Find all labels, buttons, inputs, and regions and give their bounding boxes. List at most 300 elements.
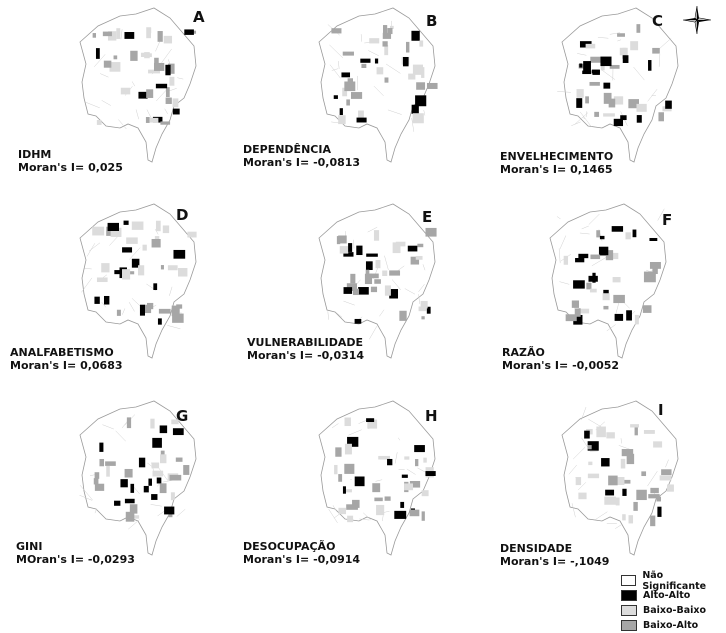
municipality-cluster [371,287,377,292]
panel-caption [502,346,619,372]
municipality-cluster [352,500,360,508]
municipality-cluster [146,117,150,123]
indicator-label: DENSIDADE [500,542,609,555]
municipality-cluster [422,511,425,520]
municipality-cluster [623,55,629,63]
municipality-cluster [600,57,611,66]
panel-letter: F [662,211,672,229]
panel-letter: B [426,12,437,30]
municipality-cluster [406,42,409,53]
municipality-cluster [402,475,408,478]
municipality-cluster [606,432,615,438]
municipality-cluster [387,459,392,465]
municipality-cluster [95,484,104,491]
municipality-cluster [124,221,129,225]
municipality-cluster [161,265,164,269]
municipality-cluster [572,300,579,307]
municipality-cluster [588,474,599,479]
municipal-boundary [615,524,622,528]
municipality-cluster [146,53,152,57]
legend-swatch [621,590,637,601]
municipality-cluster [394,511,406,519]
municipality-cluster [99,459,104,466]
municipality-cluster [152,239,161,247]
compass-rose-icon [683,6,711,38]
municipality-cluster [331,28,341,33]
municipality-cluster [410,510,420,517]
region-map-a [58,2,208,172]
municipality-cluster [120,479,127,487]
municipality-cluster [139,458,145,468]
municipality-cluster [104,296,109,305]
municipality-cluster [404,456,409,459]
municipality-cluster [360,59,370,63]
municipality-cluster [383,25,387,34]
municipality-cluster [125,499,135,503]
municipality-cluster [652,265,657,274]
municipality-cluster [658,112,664,121]
municipality-cluster [608,476,617,486]
municipality-cluster [101,263,109,272]
map-legend [621,573,726,633]
municipality-cluster [600,236,605,239]
municipality-cluster [589,82,599,86]
municipality-cluster [603,113,615,116]
legend-label: Não Significante [642,570,726,592]
municipality-cluster [653,441,662,447]
municipality-cluster [343,52,354,56]
legend-swatch [621,575,636,586]
municipal-boundary [328,311,329,319]
municipality-cluster [596,230,600,237]
municipality-cluster [385,77,389,82]
municipality-cluster [588,276,597,282]
municipality-cluster [355,319,362,324]
municipality-cluster [125,469,133,478]
municipality-cluster [617,477,624,485]
legend-item [621,603,726,618]
municipality-cluster [117,310,121,316]
municipality-cluster [103,32,112,37]
municipality-cluster [615,314,623,321]
municipality-cluster [344,82,355,92]
indicator-label: DESOCUPAÇÃO [243,540,360,553]
municipality-cluster [94,478,99,484]
municipality-cluster [586,44,596,49]
municipality-cluster [116,28,120,39]
municipality-cluster [173,98,179,107]
region-map-i [540,395,690,565]
municipality-cluster [426,228,437,237]
municipality-cluster [603,83,610,89]
municipality-cluster [596,427,606,438]
municipality-cluster [630,424,639,427]
moran-value: Moran's I= -0,0813 [243,156,360,169]
legend-item [621,573,726,588]
municipality-cluster [374,279,381,284]
municipality-cluster [636,24,640,33]
municipality-cluster [176,458,183,462]
municipality-cluster [160,483,167,493]
municipality-cluster [577,89,584,98]
municipality-cluster [630,41,638,50]
municipality-cluster [144,486,149,492]
municipality-cluster [400,502,404,508]
municipality-cluster [590,289,597,293]
municipality-cluster [414,445,425,452]
municipality-cluster [416,256,423,260]
municipality-cluster [408,246,418,252]
municipality-cluster [415,95,426,106]
municipality-cluster [108,223,119,231]
municipality-cluster [353,289,359,295]
panel-caption [18,148,123,174]
municipality-cluster [138,265,144,275]
municipality-cluster [377,67,384,74]
municipality-cluster [105,461,116,466]
municipality-cluster [411,31,419,41]
municipality-cluster [176,304,182,308]
municipality-cluster [160,425,167,433]
municipality-cluster [378,456,390,460]
municipality-cluster [613,295,625,303]
municipality-cluster [613,277,621,282]
municipality-cluster [650,516,655,527]
municipality-cluster [166,98,172,104]
municipality-cluster [187,232,196,238]
municipality-cluster [399,311,406,321]
map-panel-g [58,395,300,598]
municipality-cluster [575,258,584,262]
municipal-boundary [95,509,97,513]
panel-caption [243,143,360,169]
region-map-f [528,198,678,368]
municipality-cluster [626,310,632,320]
municipality-cluster [585,96,589,103]
municipality-cluster [382,41,387,46]
municipality-cluster [385,285,391,295]
municipality-cluster [344,417,350,426]
municipality-cluster [346,489,352,492]
municipality-cluster [158,31,163,42]
panel-caption [247,336,364,362]
municipality-cluster [652,48,660,54]
municipality-cluster [106,466,110,477]
municipality-cluster [183,465,189,475]
indicator-label: DEPENDÊNCIA [243,143,360,156]
municipal-boundary [369,326,377,339]
municipality-cluster [114,270,120,274]
municipality-cluster [614,96,623,104]
moran-value: MOran's I= -0,0293 [16,553,135,566]
panel-caption [16,540,135,566]
municipality-cluster [158,318,162,324]
map-panel-d [58,198,300,401]
municipality-cluster [612,226,623,232]
legend-label: Baixo-Alto [643,620,698,631]
municipality-cluster [396,242,406,247]
municipality-cluster [130,484,134,493]
municipality-cluster [93,33,96,38]
municipality-cluster [338,508,346,514]
municipality-cluster [122,269,130,279]
municipality-cluster [350,274,355,283]
municipality-cluster [644,430,655,434]
municipality-cluster [586,283,591,290]
municipality-cluster [649,238,657,241]
municipality-cluster [150,419,154,429]
municipality-cluster [334,95,338,99]
municipality-cluster [148,479,152,486]
indicator-label: VULNERABILIDADE [247,336,364,349]
legend-swatch [621,620,637,631]
municipality-cluster [637,115,642,123]
municipality-cluster [160,121,170,124]
legend-label: Alto-Alto [643,590,690,601]
municipality-cluster [578,254,588,258]
municipality-cluster [413,113,424,123]
moran-value: Moran's I= 0,1465 [500,163,613,176]
municipality-cluster [151,494,157,500]
municipality-cluster [421,301,428,308]
municipality-cluster [413,65,423,75]
municipality-cluster [356,246,362,255]
municipality-cluster [403,57,409,66]
panel-caption [500,542,609,568]
municipality-cluster [122,247,132,252]
map-panel-a [58,2,300,205]
municipality-cluster [173,428,184,435]
municipality-cluster [650,488,658,493]
panel-caption [10,346,123,372]
moran-value: Moran's I= -0,0052 [502,359,619,372]
municipality-cluster [376,260,381,268]
municipality-cluster [635,315,639,324]
municipality-cluster [588,445,592,449]
municipality-cluster [97,277,108,282]
panel-letter: G [176,407,188,425]
panel-caption [500,150,613,176]
municipality-cluster [583,61,591,71]
municipality-cluster [357,118,367,123]
municipality-cluster [146,27,151,38]
municipality-cluster [667,484,674,491]
municipality-cluster [622,514,626,520]
panel-letter: D [176,206,188,224]
municipality-cluster [168,265,178,270]
legend-label: Baixo-Baixo [643,605,706,616]
municipality-cluster [173,250,185,259]
municipality-cluster [603,306,608,309]
municipality-cluster [152,438,162,448]
municipality-cluster [592,70,600,74]
municipality-cluster [425,471,435,476]
municipal-boundary [557,216,561,218]
municipality-cluster [603,293,610,300]
municipal-boundary [424,110,425,115]
municipality-cluster [641,471,646,476]
municipality-cluster [383,33,391,39]
municipality-cluster [97,120,102,125]
municipality-cluster [163,225,169,233]
municipality-cluster [566,314,577,321]
municipality-cluster [633,230,637,238]
municipality-cluster [157,478,162,484]
municipality-cluster [146,89,153,98]
municipality-cluster [590,255,600,260]
municipality-cluster [636,490,647,500]
municipality-cluster [338,115,345,124]
municipality-cluster [374,230,379,241]
municipality-cluster [130,504,138,513]
municipality-cluster [164,507,174,515]
municipality-cluster [153,283,157,290]
municipality-cluster [130,51,137,61]
municipality-cluster [564,256,568,265]
municipality-cluster [599,247,608,255]
municipality-cluster [421,316,424,319]
municipality-cluster [334,465,337,474]
municipality-cluster [340,246,348,253]
municipality-cluster [114,55,118,59]
municipality-cluster [348,243,352,252]
moran-value: Moran's I= 0,0683 [10,359,123,372]
municipality-cluster [127,417,131,428]
municipal-boundary [571,122,580,126]
municipality-cluster [657,507,661,517]
municipality-cluster [335,447,341,456]
panel-letter: I [658,401,664,419]
municipality-cluster [416,82,425,90]
municipality-cluster [576,98,582,108]
map-panel-i [540,395,726,598]
municipality-cluster [124,32,134,39]
municipality-cluster [94,297,99,304]
municipality-cluster [661,469,671,475]
municipality-cluster [165,65,170,75]
municipality-cluster [590,57,601,63]
municipality-cluster [114,501,120,506]
municipality-cluster [347,516,353,522]
municipality-cluster [166,87,170,97]
panel-letter: E [422,208,432,226]
municipality-cluster [412,105,419,114]
municipality-cluster [344,287,353,294]
municipality-cluster [361,64,366,68]
municipality-cluster [372,483,380,492]
municipality-cluster [92,227,104,236]
municipality-cluster [621,459,626,469]
indicator-label: IDHM [18,148,123,161]
municipality-cluster [369,38,379,43]
municipality-cluster [385,496,391,500]
municipality-cluster [389,270,400,275]
municipality-cluster [609,99,616,108]
municipality-cluster [588,462,592,465]
municipality-cluster [172,314,184,323]
municipality-cluster [160,454,166,463]
indicator-label: ANALFABETISMO [10,346,123,359]
municipality-cluster [374,498,382,502]
municipal-boundary [167,325,180,328]
municipality-cluster [665,101,672,109]
municipality-cluster [404,483,413,490]
moran-value: Moran's I= -0,0914 [243,553,360,566]
municipality-cluster [375,59,378,64]
municipality-cluster [99,443,103,452]
municipality-cluster [617,33,625,37]
municipality-cluster [346,99,350,105]
municipality-cluster [366,254,378,257]
municipality-cluster [616,498,620,506]
municipality-cluster [156,84,167,89]
municipality-cluster [344,464,354,474]
legend-swatch [621,605,637,616]
municipality-cluster [365,274,372,284]
municipality-cluster [629,515,634,523]
municipality-cluster [605,490,614,496]
municipality-cluster [604,497,616,505]
municipality-cluster [164,36,172,44]
municipality-cluster [578,493,586,500]
municipality-cluster [141,53,145,57]
municipality-cluster [132,221,144,229]
municipality-cluster [151,463,159,469]
municipality-cluster [636,104,646,112]
municipality-cluster [417,244,423,247]
municipality-cluster [625,232,630,239]
municipality-cluster [366,261,373,270]
municipality-cluster [427,83,438,89]
municipality-cluster [376,505,384,515]
municipality-cluster [173,109,180,115]
region-outline [562,8,678,162]
indicator-label: ENVELHECIMENTO [500,150,613,163]
municipality-cluster [178,268,187,277]
indicator-label: RAZÃO [502,346,619,359]
panel-letter: A [193,8,205,26]
municipality-cluster [622,489,626,496]
municipality-cluster [156,221,161,231]
municipality-cluster [660,475,672,480]
municipality-cluster [576,477,581,485]
municipality-cluster [351,92,362,99]
municipality-cluster [423,458,426,463]
moran-value: Moran's I= 0,025 [18,161,123,174]
municipality-cluster [614,119,623,126]
municipality-cluster [154,63,164,71]
municipality-cluster [422,490,429,496]
municipality-cluster [340,108,343,115]
panel-caption [243,540,360,566]
municipality-cluster [150,118,159,123]
municipality-cluster [648,494,659,498]
indicator-label: GINI [16,540,135,553]
municipality-cluster [584,431,590,439]
municipality-cluster [358,287,369,295]
municipality-cluster [184,29,194,34]
region-map-c [540,2,690,172]
municipality-cluster [601,458,609,466]
panel-letter: H [425,407,438,425]
municipality-cluster [382,271,387,276]
panel-letter: C [652,12,663,30]
region-outline [80,8,196,162]
municipality-cluster [341,72,350,77]
municipality-cluster [579,63,582,67]
moran-value: Moran's I= -0,0314 [247,349,364,362]
municipality-cluster [355,477,365,487]
